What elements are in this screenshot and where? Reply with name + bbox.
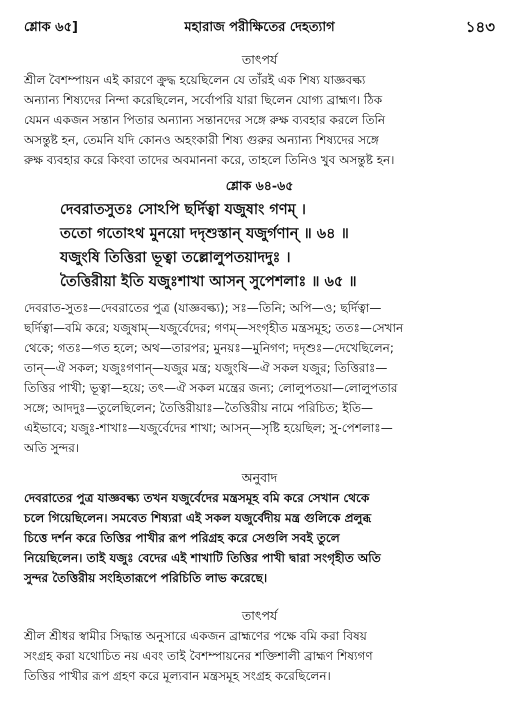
purport-line: শ্রীল শ্রীধর স্বামীর সিদ্ধান্ত অনুসারে একজন ব্রাহ্মণের পক্ষে বমি করা বিষয় bbox=[24, 629, 367, 643]
synonyms-section bbox=[24, 298, 495, 458]
synonym-line: সঙ্গে; আদদুঃ—তুলেছিলেন; তৈত্তিরীয়াঃ—তৈত্তিরীয় নামে পরিচিত; ইতি— bbox=[24, 401, 374, 415]
translation-section bbox=[24, 468, 495, 588]
purport-line: অন্যান্য শিষ্যদের নিন্দা করেছিলেন, সর্বোপরি যারা ছিলেন যোগ্য ব্রাহ্মণ। ঠিক bbox=[24, 93, 383, 107]
translation-line: নিয়েছিলেন। তাই যজুঃ বেদের এই শাখাটি তিত্তির পাখী দ্বারা সংগৃহীত অতি bbox=[24, 551, 381, 565]
synonym-line: ছর্দিত্বা—বমি করে; যজুষাম্—যজুর্বেদের; গণম্—সংগৃহীত মন্ত্রসমূহ; ততঃ—সেখান bbox=[24, 321, 404, 335]
purport-line: অসন্তুষ্ট হন, তেমনি যদি কোনও অহংকারী শিষ্য গুরুর অন্যান্য শিষ্যদের সঙ্গে bbox=[24, 133, 379, 147]
purport-heading: তাৎপর্য bbox=[241, 608, 278, 623]
synonym-line: থেকে; গতঃ—গত হলে; অথ—তারপর; মুনয়ঃ—মুনিগণ; দদৃশুঃ—দেখেছিলেন; bbox=[24, 341, 394, 355]
sanskrit-verse bbox=[60, 198, 495, 294]
verse-line: তৈত্তিরীয়া ইতি যজুঃশাখা আসন্ সুপেশলাঃ ॥ ৬৫ ॥ bbox=[60, 274, 357, 290]
header-verse-ref: শ্লোক ৬৫] bbox=[24, 20, 78, 35]
verse-line: ততো গতোঽথ মুনয়ো দদৃশুস্তান্ যজুর্গণান্ ॥ ৬৪ ॥ bbox=[60, 226, 349, 242]
purport-section-2 bbox=[24, 606, 495, 686]
verse-line: দেবরাতসুতঃ সোঽপি ছর্দিত্বা যজুষাং গণম্ । bbox=[60, 202, 306, 218]
purport-line: যেমন একজন সন্তান পিতার অন্যান্য সন্তানদের সঙ্গে রুক্ষ ব্যবহার করলে তিনি bbox=[24, 113, 386, 127]
translation-line: চিত্তে দর্শন করে তিত্তির পাখীর রূপ পরিগ্রহ করে সেগুলি সবই তুলে bbox=[24, 531, 340, 545]
header-chapter-title: মহারাজ পরীক্ষিতের দেহত্যাগ bbox=[184, 20, 335, 35]
page-number: ১৪৩ bbox=[465, 18, 495, 36]
page-header bbox=[24, 16, 495, 38]
purport-line: রুক্ষ ব্যবহার করে কিংবা তাদের অবমাননা করে, তাহলে তিনিও খুব অসন্তুষ্ট হন। bbox=[24, 153, 395, 167]
purport-line: শ্রীল বৈশম্পায়ন এই কারণে ক্রুদ্ধ হয়েছিলেন যে তাঁরই এক শিষ্য যাজ্ঞবল্ক্য bbox=[24, 73, 366, 87]
synonym-line: এইভাবে; যজুঃ-শাখাঃ—যজুর্বেদের শাখা; আসন্—সৃষ্টি হয়েছিল; সু-পেশলাঃ— bbox=[24, 421, 393, 435]
translation-line: দেবরাতের পুত্র যাজ্ঞবল্ক্য তখন যজুর্বেদের মন্ত্রসমূহ বমি করে সেখান থেকে bbox=[24, 491, 370, 505]
purport-heading: তাৎপর্য bbox=[241, 52, 278, 67]
synonym-line: তিত্তির পাখী; ভূত্বা—হয়ে; তৎ—ঐ সকল মন্ত্রের জন্য; লোলুপতয়া—লোলুপতার bbox=[24, 381, 398, 395]
translation-line: সুন্দর তৈত্তিরীয় সংহিতারূপে পরিচিতি লাভ করেছে। bbox=[24, 571, 268, 585]
purport-line: সংগ্রহ করা যথোচিত নয় এবং তাই বৈশম্পায়নের শক্তিশালী ব্রাহ্মণ শিষ্যগণ bbox=[24, 649, 373, 663]
verse-line: যজুংষি তিত্তিরা ভূত্বা তল্লোলুপতয়াদদুঃ । bbox=[60, 250, 291, 266]
purport-line: তিত্তির পাখীর রূপ গ্রহণ করে মূল্যবান মন্ত্রসমূহ সংগ্রহ করেছিলেন। bbox=[24, 669, 331, 683]
synonym-line: তান্—ঐ সকল; যজুঃগণান্—যজুর মন্ত্র; যজুংষি—ঐ সকল যজুর; তিত্তিরাঃ— bbox=[24, 361, 388, 375]
synonym-line: অতি সুন্দর। bbox=[24, 441, 80, 455]
translation-line: চলে গিয়েছিলেন। সমবেত শিষ্যরা এই সকল যজুর্বেদীয় মন্ত্র গুলিকে প্রলুব্ধ bbox=[24, 511, 372, 525]
translation-heading: অনুবাদ bbox=[241, 470, 278, 485]
purport-section-1 bbox=[24, 50, 495, 170]
synonym-line: দেবরাত-সুতঃ—দেবরাতের পুত্র (যাজ্ঞবল্ক্য); সঃ—তিনি; অপি—ও; ছর্দিত্বা— bbox=[24, 301, 382, 315]
verse-heading: শ্লোক ৬৪-৬৫ bbox=[225, 178, 294, 193]
